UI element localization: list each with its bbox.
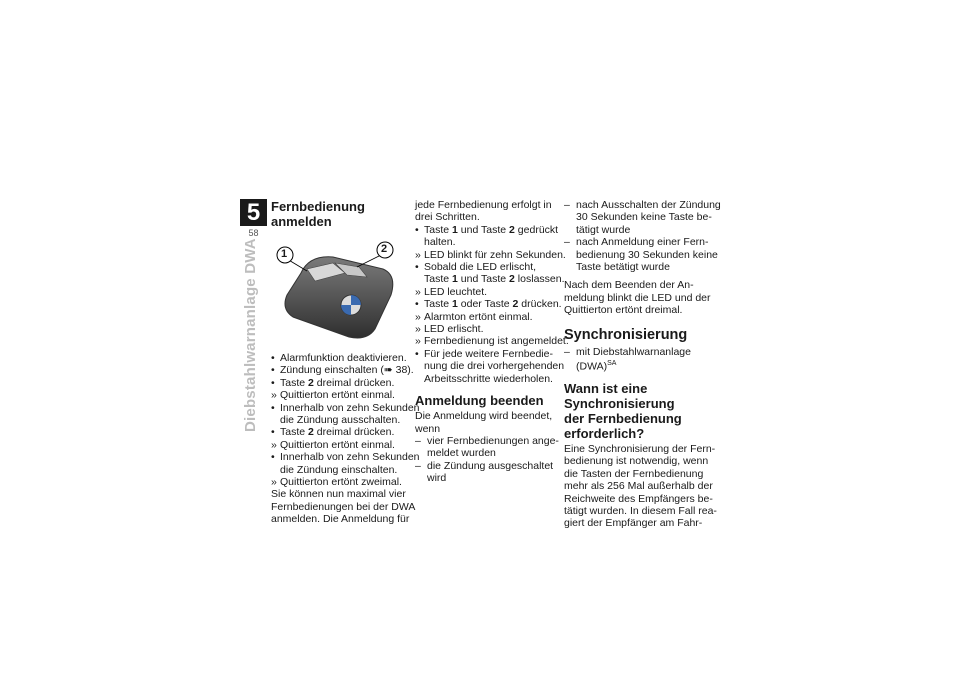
list-item: [271, 401, 420, 414]
paragraph-line: giert der Empfänger am Fahr-: [564, 517, 703, 530]
paragraph-line: jede Fernbedienung erfolgt in: [415, 199, 552, 211]
line-text: Quittierton ertönt einmal.: [280, 438, 395, 451]
list-item: [271, 364, 414, 377]
paragraph-line: Reichweite des Empfängers be-: [564, 492, 713, 505]
line-text: drücken.: [518, 298, 562, 311]
line-text: 30 Sekunden keine Taste be-: [576, 211, 712, 224]
key-number: 1: [452, 223, 458, 236]
line-text: dreimal drücken.: [313, 376, 395, 389]
col3-sync-list: [564, 346, 704, 373]
line-text: LED blinkt für zehn Sekunden.: [424, 248, 566, 261]
list-item: [271, 439, 411, 451]
line-text: dreimal drücken.: [313, 426, 395, 439]
line-text: bedienung 30 Sekunden keine: [576, 248, 718, 261]
list-item: [271, 451, 420, 464]
dash-item: [564, 236, 709, 249]
col3-paragraph-2: [564, 442, 717, 530]
page-number: 58: [248, 228, 259, 238]
line-text: halten.: [424, 236, 456, 249]
line-text: Quittierton ertönt zweimal.: [280, 476, 402, 489]
column-1: [271, 199, 420, 526]
heading-line: Wann ist eine: [564, 380, 648, 396]
line-text: und Taste: [457, 223, 510, 236]
line-text: Taste betätigt wurde: [576, 261, 670, 274]
list-item: [415, 373, 555, 385]
col1-paragraph: [271, 488, 416, 526]
list-item: [415, 261, 555, 273]
list-item: [415, 273, 565, 286]
line-text: Für jede weitere Fernbedie-: [424, 347, 553, 360]
line-text: Quittierton ertönt einmal.: [280, 389, 395, 402]
paragraph-line: Nach dem Beenden der An-: [564, 279, 694, 292]
line-text: nach Anmeldung einer Fern-: [576, 236, 709, 249]
line-text: (DWA): [576, 360, 608, 373]
col3-paragraph: [564, 279, 711, 317]
line-text: nach Ausschalten der Zündung: [576, 199, 721, 211]
figure-label-1: 1: [281, 248, 288, 260]
line-text: Innerhalb von zehn Sekunden: [280, 401, 420, 414]
line-text: Taste: [424, 298, 453, 311]
paragraph-line: tätigt wurden. In diesem Fall rea-: [564, 505, 717, 517]
superscript: SA: [607, 360, 617, 368]
paragraph-line: Quittierton ertönt dreimal.: [564, 304, 683, 317]
list-item: [415, 223, 559, 236]
paragraph-line: anmelden. Die Anmeldung für: [271, 513, 410, 526]
col1-list: [271, 352, 420, 489]
paragraph-line: mehr als 256 Mal außerhalb der: [564, 480, 713, 493]
dash-item: [415, 447, 555, 459]
line-text: Taste: [424, 223, 453, 236]
column-2: [415, 199, 569, 485]
line-text: gedrückt: [514, 223, 559, 236]
paragraph-line: Die Anmeldung wird beendet,: [415, 410, 553, 423]
list-item: [271, 389, 411, 401]
line-text: nung die drei vorhergehenden: [424, 360, 565, 373]
heading-synchronisierung: Synchronisierung: [564, 326, 688, 343]
key-number: 1: [452, 273, 458, 286]
list-item: [415, 360, 565, 373]
list-item: [271, 464, 411, 476]
key-number: 2: [308, 376, 314, 389]
list-item: [271, 377, 411, 389]
list-item: [271, 414, 411, 426]
column-3: [564, 199, 721, 530]
list-item: [415, 236, 555, 248]
side-chapter-title: Diebstahlwarnanlage DWA: [242, 238, 259, 432]
paragraph-line: drei Schritten.: [415, 211, 480, 224]
line-text: LED erlischt.: [424, 323, 484, 336]
heading-fernbedienung-anmelden: Fernbedienung anmelden: [271, 199, 365, 229]
paragraph-line: die Tasten der Fernbedienung: [564, 467, 704, 480]
heading-line: der Fernbedienung: [564, 410, 682, 426]
line-text: die Zündung ausgeschaltet: [427, 459, 554, 472]
line-text: die Zündung ausschalten.: [280, 414, 401, 427]
list-item: [415, 335, 569, 348]
line-text: Sobald die LED erlischt,: [424, 261, 537, 274]
dash-item: [564, 224, 704, 236]
paragraph-line: wenn: [415, 422, 441, 435]
line-text: LED leuchtet.: [424, 285, 488, 298]
line-text: Alarmton ertönt einmal.: [424, 310, 533, 323]
list-item: [415, 323, 555, 335]
dash-item: [415, 434, 559, 447]
line-text: Fernbedienung ist angemeldet.: [424, 335, 569, 348]
line-text: loslassen.: [514, 273, 565, 286]
heading-line: erforderlich?: [564, 425, 645, 441]
heading-anmeldung-beenden: Anmeldung beenden: [415, 393, 544, 409]
paragraph-line: Eine Synchronisierung der Fern-: [564, 442, 716, 455]
dash-item: [564, 261, 704, 273]
list-item: [271, 426, 411, 438]
col3-dash-list: [564, 199, 721, 274]
line-text: Taste: [424, 273, 453, 286]
key-number: 2: [308, 426, 314, 439]
line-text: die Zündung einschalten.: [280, 463, 398, 476]
heading-line: Synchronisierung: [564, 395, 675, 411]
line-text: oder Taste: [457, 298, 513, 311]
key-number: 2: [512, 298, 519, 311]
dash-item: [415, 460, 555, 472]
line-text: Zündung einschalten (➠ 38).: [280, 364, 414, 377]
line-text: mit Diebstahlwarnanlage: [576, 345, 691, 358]
line-text: Arbeitsschritte wiederholen.: [424, 372, 553, 385]
list-item: [415, 348, 555, 360]
col2-list: [415, 223, 569, 385]
line-text: und Taste: [457, 273, 510, 286]
list-item: [415, 248, 566, 261]
remote-key-figure: [271, 233, 403, 348]
paragraph-line: meldung blinkt die LED und der: [564, 291, 711, 304]
line-text: wird: [427, 472, 447, 485]
dash-item: [415, 472, 555, 484]
dash-item: [564, 248, 718, 261]
paragraph-line: bedienung ist notwendig, wenn: [564, 455, 709, 468]
line-text: Alarmfunktion deaktivieren.: [280, 352, 407, 364]
line-text: Taste: [280, 376, 309, 389]
key-number: 1: [452, 298, 458, 311]
heading-wann-ist-eine-synchronisierung: [564, 381, 704, 441]
list-item: [415, 311, 555, 323]
col2-paragraph: [415, 410, 555, 435]
line-text: meldet wurden: [427, 447, 496, 460]
paragraph-line: Fernbedienungen bei der DWA: [271, 500, 416, 513]
list-item: [415, 286, 555, 298]
dash-item: [564, 358, 704, 373]
line-text: tätigt wurde: [576, 223, 631, 236]
line-text: Innerhalb von zehn Sekunden: [280, 451, 420, 464]
list-item: [271, 476, 411, 488]
line-text: Taste: [280, 426, 309, 439]
col2-intro: [415, 199, 555, 224]
figure-label-2: 2: [381, 243, 388, 255]
list-item: [415, 298, 562, 311]
key-number: 2: [509, 273, 515, 286]
paragraph-line: Sie können nun maximal vier: [271, 488, 406, 501]
col2-dash-list: [415, 434, 559, 485]
dash-item: [564, 211, 712, 224]
line-text: vier Fernbedienungen ange-: [427, 434, 559, 447]
list-item: [271, 352, 411, 364]
chapter-number: 5: [240, 199, 267, 226]
key-number: 2: [509, 223, 515, 236]
dash-item: [564, 199, 721, 211]
dash-item: [564, 346, 704, 358]
